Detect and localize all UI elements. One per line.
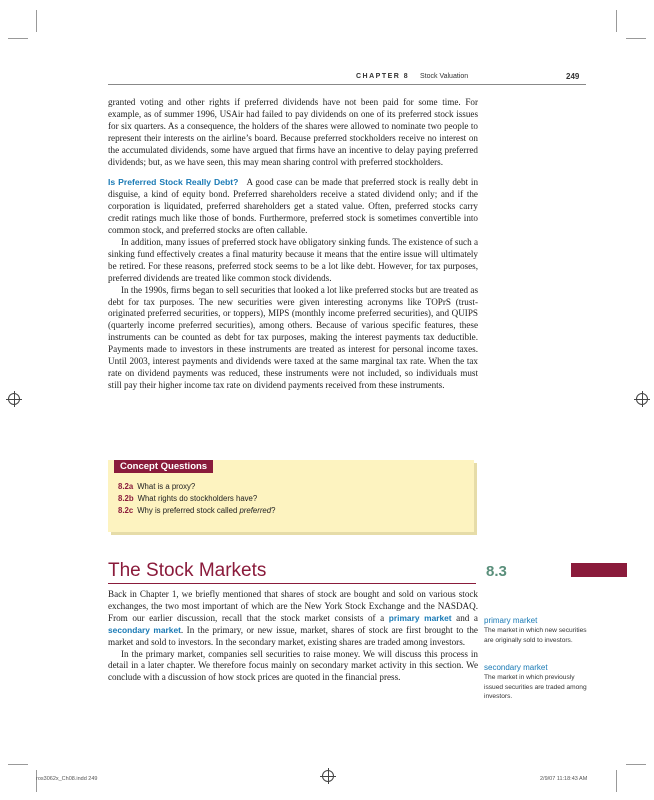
paragraph [108, 589, 478, 649]
paragraph: In the 1990s, firms began to sell securities that looked a lot like preferred stocks but are treated as debt for tax purposes. The new securities were given interesting acronyms like TOPrS (trust-originated preferred securities, or toppers), MIPS (monthly income preferred securities), and QUIPS (quarterly income preferred securities), among others. Because of various specific features, these instruments can be counted as debt for tax purposes, making the interest payments tax deductible. Payments made to investors in these instruments are treated as interest for personal income taxes. Until 2003, interest payments and dividends were taxed at the same marginal tax rate. When the tax rate on dividend payments was reduced, these instruments were not included, so individuals must still pay their higher income tax rate on dividend payments received from these instruments. [108, 284, 478, 390]
crop-mark [616, 770, 617, 792]
key-term-secondary-market: secondary market [108, 624, 181, 635]
timestamp: 2/9/07 11:18:43 AM [540, 776, 588, 782]
body-column [108, 97, 478, 392]
registration-mark-icon [322, 770, 334, 782]
paragraph: In addition, many issues of preferred stock have obligatory sinking funds. The existence of such a sinking fund effectively creates a final maturity because it means that the entire issue will ultimately be retired. For these reasons, preferred stock seems to be a lot like debt. However, for tax purposes, preferred dividends are treated like common stock dividends. [108, 236, 478, 283]
paragraph-text: and a [451, 612, 478, 623]
crop-mark [36, 10, 37, 32]
glossary-definition: The market in which new securities are originally sold to investors. [484, 627, 587, 644]
paragraph: granted voting and other rights if preferred dividends have not been paid for some time. For example, as of summer 1996, USAir had failed to pay dividends on one of its preferred stock issues for six quarters. As a consequence, the holders of the shares were allowed to nominate two people to represent their interests on the airline’s board. Because preferred stockholders receive no interest on the accumulated dividends, some have argued that firms have an incentive to delay paying preferred dividends; but, as we have seen, this may mean sharing control with preferred stockholders. [108, 97, 478, 167]
question-text: What is a proxy? [137, 482, 196, 491]
list-item [118, 493, 275, 505]
crop-mark [626, 38, 646, 39]
run-in-heading: Is Preferred Stock Really Debt? [108, 177, 239, 188]
paragraph-text: A good case can be made that preferred stock is really debt in disguise, a kind of equity bond. Preferred shareholders receive a stated dividend only; and if the corporation is liquidated, preferred shareholders get a stated value. Often, preferred stocks carry credit ratings much like those of bonds. Furthermore, preferred stock is sometimes convertible into common stock, and preferred stocks are often callable. [108, 177, 479, 236]
question-number: 8.2c [118, 506, 134, 515]
header-rule [108, 84, 586, 85]
list-item [118, 505, 275, 517]
paragraph-text: Back in Chapter 1, we briefly mentioned that shares of stock are bought and sold on various stock exchanges, the two most important of which are the New York Stock Exchange and the NASDAQ. From our earlier discussion, recall that the stock market consists of a [108, 589, 478, 623]
glossary-term: primary market [484, 616, 538, 625]
crop-mark [626, 764, 646, 765]
section-number: 8.3 [486, 563, 507, 580]
section-rule [108, 583, 476, 584]
section-body [108, 589, 478, 684]
section-color-bar [571, 563, 627, 577]
crop-mark [8, 38, 28, 39]
registration-mark-icon [636, 393, 648, 405]
page-number: 249 [566, 72, 580, 81]
paragraph-text: . In the primary, or new issue, market, shares of stock are first brought to the market and sold to investors. In the secondary market, existing shares are traded among investors. [108, 624, 478, 647]
chapter-label: CHAPTER 8 [356, 73, 410, 80]
paragraph [108, 177, 478, 237]
concept-questions-title: Concept Questions [114, 460, 213, 473]
paragraph: In the primary market, companies sell securities to raise money. We will discuss this process in detail in a later chapter. We therefore focus mainly on secondary market activity in this section. We conclude with a discussion of how stock prices are quoted in the financial press. [108, 648, 478, 683]
registration-mark-icon [8, 393, 20, 405]
question-number: 8.2a [118, 482, 134, 491]
glossary-term: secondary market [484, 663, 548, 672]
key-term-primary-market: primary market [388, 612, 452, 623]
question-text: Why is preferred stock called [137, 506, 240, 515]
glossary-definition: The market in which previously issued securities are traded among investors. [484, 674, 587, 700]
question-text: What rights do stockholders have? [137, 494, 258, 503]
question-text: ? [271, 506, 276, 515]
question-text-italic: preferred [239, 506, 272, 515]
chapter-title: Stock Valuation [420, 73, 469, 80]
crop-mark [8, 764, 28, 765]
section-title: The Stock Markets [108, 560, 267, 581]
crop-mark [616, 10, 617, 32]
question-number: 8.2b [118, 494, 134, 503]
list-item [118, 481, 275, 493]
file-slug: ros3062x_Ch08.indd 249 [36, 776, 98, 782]
concept-questions-list [118, 481, 275, 517]
